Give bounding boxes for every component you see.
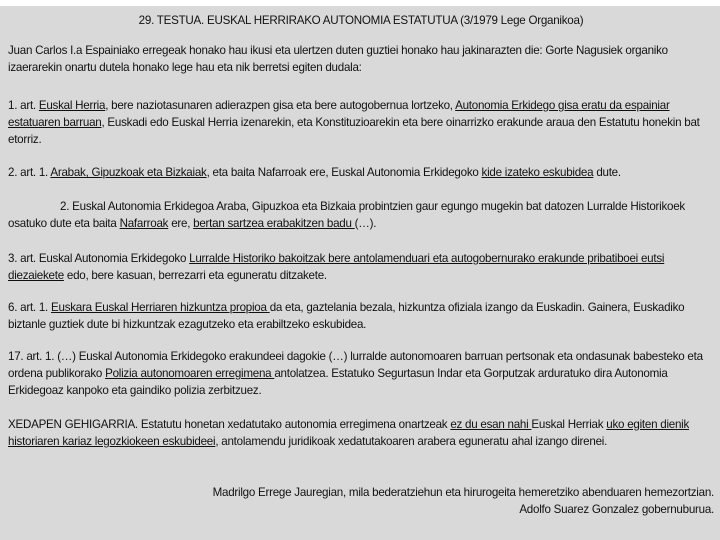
underlined-text: Autonomia Erkidego gisa eratu da espainiar estatuaren barruan [8, 99, 670, 129]
text-segment: 2. art. 1. [8, 166, 51, 179]
text-segment: da eta, gaztelania bezala, hizkuntza ofiziala izango da Euskadin. Gainera, Euskadiko biztanle guztiek dute bi hizkuntzak ezagutzeko eta erabiltzeko eskubidea. [8, 301, 685, 331]
paragraph-art-1 [8, 97, 714, 148]
underlined-text: Euskal Herria [38, 99, 106, 112]
paragraph-art-17 [8, 348, 714, 399]
underlined-text: Nafarroak [119, 217, 169, 230]
text-segment: ere, [168, 217, 194, 230]
underlined-text: uko egiten dienik historiaren kariaz legozkiokeen eskubideei [8, 418, 690, 448]
text-segment: 3. art. Euskal Autonomia Erkidegoko [8, 252, 190, 265]
underlined-text: bertan sartzea erabakitzen badu [193, 217, 355, 230]
text-segment: antolatzea. Estatuko Segurtasun Indar eta Gorputzak arduratuko dira Autonomia Erkidegoaz kanpoko eta gaindiko polizia zerbitzuez. [8, 367, 668, 397]
text-segment: 6. art. 1. [8, 301, 52, 314]
text-segment: , antolamendu juridikoak xedatutakoaren arabera eguneratu ahal izango direnei. [215, 435, 608, 448]
underlined-text: kide izateko eskubidea [481, 166, 594, 179]
text-segment: 1. art. [8, 99, 39, 112]
document-title: 29. TESTUA. EUSKAL HERRIRAKO AUTONOMIA ESTATUTUA (3/1979 Lege Organikoa) [138, 14, 584, 27]
text-segment: , bere naziotasunaren adierazpen gisa eta bere autogobernua lortzeko, [105, 99, 456, 112]
paragraph-art-3 [8, 250, 714, 284]
text-segment: XEDAPEN GEHIGARRIA. Estatutu honetan xedatutako autonomia erregimena onartzeak [8, 418, 451, 431]
signature-name: Adolfo Suarez Gonzalez gobernuburua. [519, 503, 714, 516]
paragraph-art-2-1 [8, 164, 714, 181]
underlined-text: ez du esan nahi [450, 418, 532, 431]
text-segment: Juan Carlos I.a Espainiako erregeak honako hau ikusi eta ulertzen duten guztiei honako hau jakinarazten die: Gorte Nagusiek organiko izaerarekin onartu dutela honako lege hau eta nik berretsi egiten dudala: [8, 44, 668, 74]
text-segment: edo, bere kasuan, berrezarri eta eguneratu ditzakete. [63, 269, 327, 282]
document-page [0, 6, 720, 540]
text-segment: 2. Euskal Autonomia Erkidegoa Araba, Gipuzkoa eta Bizkaia probintzien gaur egungo mugekin bat datozen Lurralde Historikoek osatuko dute eta baita [8, 200, 685, 230]
paragraph-art-6 [8, 299, 714, 333]
underlined-text: Arabak, Gipuzkoak eta Bizkaiak [50, 166, 207, 179]
paragraph-preamble [8, 42, 714, 76]
text-segment: , Euskadi edo Euskal Herria izenarekin, eta Konstituzioarekin eta bere oinarrizko erakunde araua den Estatutu honekin bat etorriz. [8, 116, 700, 146]
text-segment: , eta baita Nafarroak ere, Euskal Autonomia Erkidegoko [206, 166, 482, 179]
text-segment: 17. art. 1. (…) Euskal Autonomia Erkidegoko erakundeei dagokie (…) lurralde autonomoaren barruan pertsonak eta ondasunak babesteko eta ordena publikorako [8, 350, 703, 380]
signature-place-date: Madrilgo Errege Jauregian, mila bederatziehun eta hirurogeita hemeretziko abenduaren hemezortzian. [212, 486, 714, 499]
underlined-text: Euskara Euskal Herriaren hizkuntza propioa [51, 301, 270, 314]
paragraph-art-2-2 [8, 198, 714, 232]
underlined-text: Lurralde Historiko bakoitzak bere antolamenduari eta autogobernurako erakunde pribatiboei eutsi diezaiekete [8, 252, 665, 282]
paragraph-xedapen-gehigarria [8, 416, 714, 450]
text-segment: dute. [593, 166, 621, 179]
underlined-text: Polizia autonomoaren erregimena [105, 367, 275, 380]
text-segment: (…). [354, 217, 377, 230]
text-segment: Euskal Herriak [531, 418, 607, 431]
